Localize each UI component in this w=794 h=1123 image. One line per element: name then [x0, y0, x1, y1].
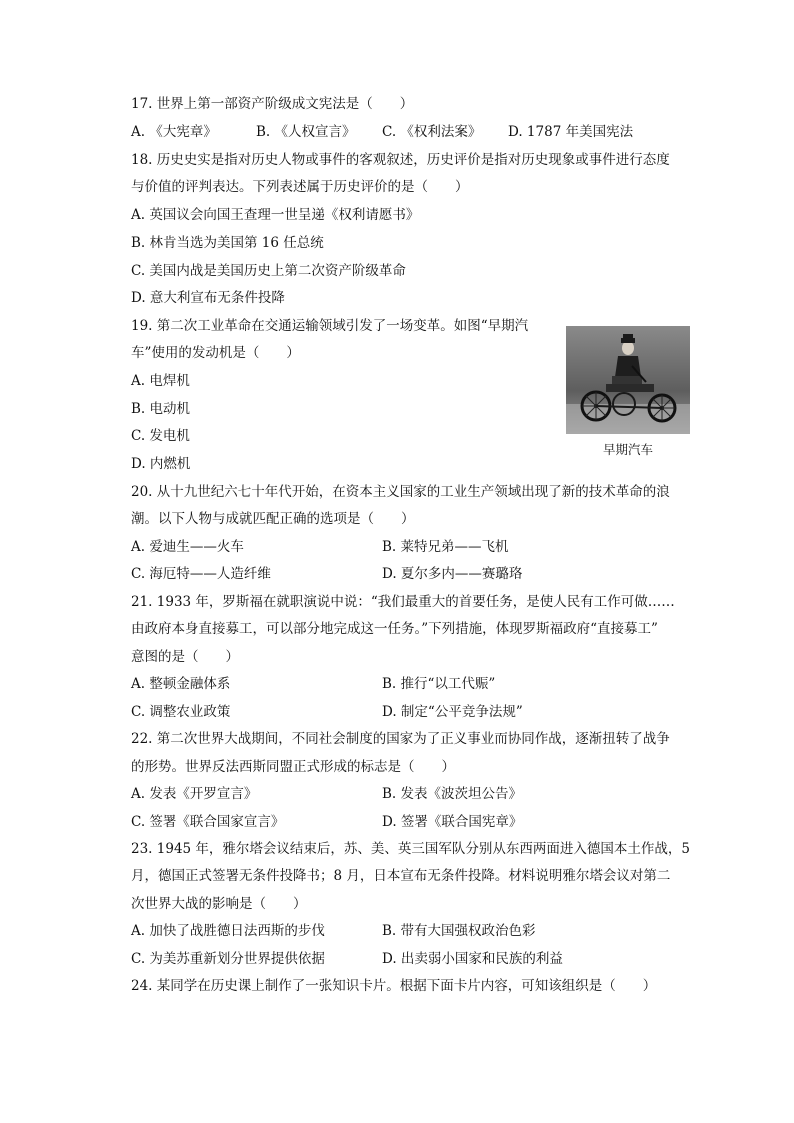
- q17-option-c: C. 《权利法案》: [382, 124, 482, 140]
- q19-stem-line2: 车”使用的发动机是（ ）: [131, 345, 300, 361]
- q22-option-b: B. 发表《波茨坦公告》: [382, 786, 523, 802]
- q24-stem-line1: 24. 某同学在历史课上制作了一张知识卡片。根据下面卡片内容，可知该组织是（ ）: [131, 978, 657, 994]
- q18-option-c: C. 美国内战是美国历史上第二次资产阶级革命: [131, 263, 406, 279]
- q17-option-a: A. 《大宪章》: [131, 124, 217, 140]
- q21-stem-line2: 由政府本身直接募工，可以部分地完成这一任务。”下列措施，体现罗斯福政府“直接募工”: [131, 621, 658, 637]
- q23-option-b: B. 带有大国强权政治色彩: [382, 923, 536, 939]
- q20-option-a: A. 爱迪生——火车: [131, 539, 244, 555]
- q20-option-c: C. 海厄特——人造纤维: [131, 566, 271, 582]
- q22-stem-line1: 22. 第二次世界大战期间，不同社会制度的国家为了正义事业而协同作战，逐渐扭转了战争: [131, 731, 670, 747]
- q22-option-a: A. 发表《开罗宣言》: [131, 786, 258, 802]
- q19-option-c: C. 发电机: [131, 428, 190, 444]
- early-car-illustration: [566, 326, 690, 434]
- q23-stem-line3: 次世界大战的影响是（ ）: [131, 896, 307, 912]
- q18-stem-line1: 18. 历史史实是指对历史人物或事件的客观叙述，历史评价是指对历史现象或事件进行态度: [131, 152, 670, 168]
- q19-option-b: B. 电动机: [131, 401, 191, 417]
- q18-option-d: D. 意大利宣布无条件投降: [131, 290, 285, 306]
- q20-stem-line1: 20. 从十九世纪六七十年代开始，在资本主义国家的工业生产领域出现了新的技术革命的浪: [131, 484, 670, 500]
- q18-option-b: B. 林肯当选为美国第 16 任总统: [131, 235, 324, 251]
- q17-option-d: D. 1787 年美国宪法: [508, 124, 634, 140]
- q23-option-a: A. 加快了战胜德日法西斯的步伐: [131, 923, 325, 939]
- q21-option-d: D. 制定“公平竞争法规”: [382, 704, 523, 720]
- q21-option-c: C. 调整农业政策: [131, 704, 231, 720]
- q19-option-d: D. 内燃机: [131, 456, 191, 472]
- q21-stem-line1: 21. 1933 年，罗斯福在就职演说中说：“我们最重大的首要任务，是使人民有工作可做……: [131, 594, 675, 610]
- photo-caption: 早期汽车: [602, 442, 653, 457]
- early-car-photo: [566, 326, 690, 434]
- q19-option-a: A. 电焊机: [131, 373, 190, 389]
- q19-stem-line1: 19. 第二次工业革命在交通运输领域引发了一场变革。如图“早期汽: [131, 318, 529, 334]
- q20-option-b: B. 莱特兄弟——飞机: [382, 539, 509, 555]
- q18-option-a: A. 英国议会向国王查理一世呈递《权利请愿书》: [131, 207, 420, 223]
- q18-stem-line2: 与价值的评判表达。下列表述属于历史评价的是（ ）: [131, 179, 469, 195]
- q23-stem-line2: 月，德国正式签署无条件投降书；8 月，日本宣布无条件投降。材料说明雅尔塔会议对第二: [131, 868, 671, 884]
- q17-stem: 17. 世界上第一部资产阶级成文宪法是（ ）: [131, 96, 414, 112]
- q21-stem-line3: 意图的是（ ）: [131, 649, 239, 665]
- q22-stem-line2: 的形势。世界反法西斯同盟正式形成的标志是（ ）: [131, 759, 455, 775]
- q22-option-d: D. 签署《联合国宪章》: [382, 814, 523, 830]
- q23-stem-line1: 23. 1945 年，雅尔塔会议结束后，苏、美、英三国军队分别从东西两面进入德国本土作战，5: [131, 841, 690, 857]
- q23-option-c: C. 为美苏重新划分世界提供依据: [131, 951, 325, 967]
- q20-stem-line2: 潮。以下人物与成就匹配正确的选项是（ ）: [131, 511, 415, 527]
- q21-option-b: B. 推行“以工代赈”: [382, 676, 496, 692]
- q20-option-d: D. 夏尔多内——赛璐珞: [382, 566, 523, 582]
- q17-option-b: B. 《人权宣言》: [256, 124, 356, 140]
- q23-option-d: D. 出卖弱小国家和民族的利益: [382, 951, 563, 967]
- q22-option-c: C. 签署《联合国家宣言》: [131, 814, 285, 830]
- q21-option-a: A. 整顿金融体系: [131, 676, 231, 692]
